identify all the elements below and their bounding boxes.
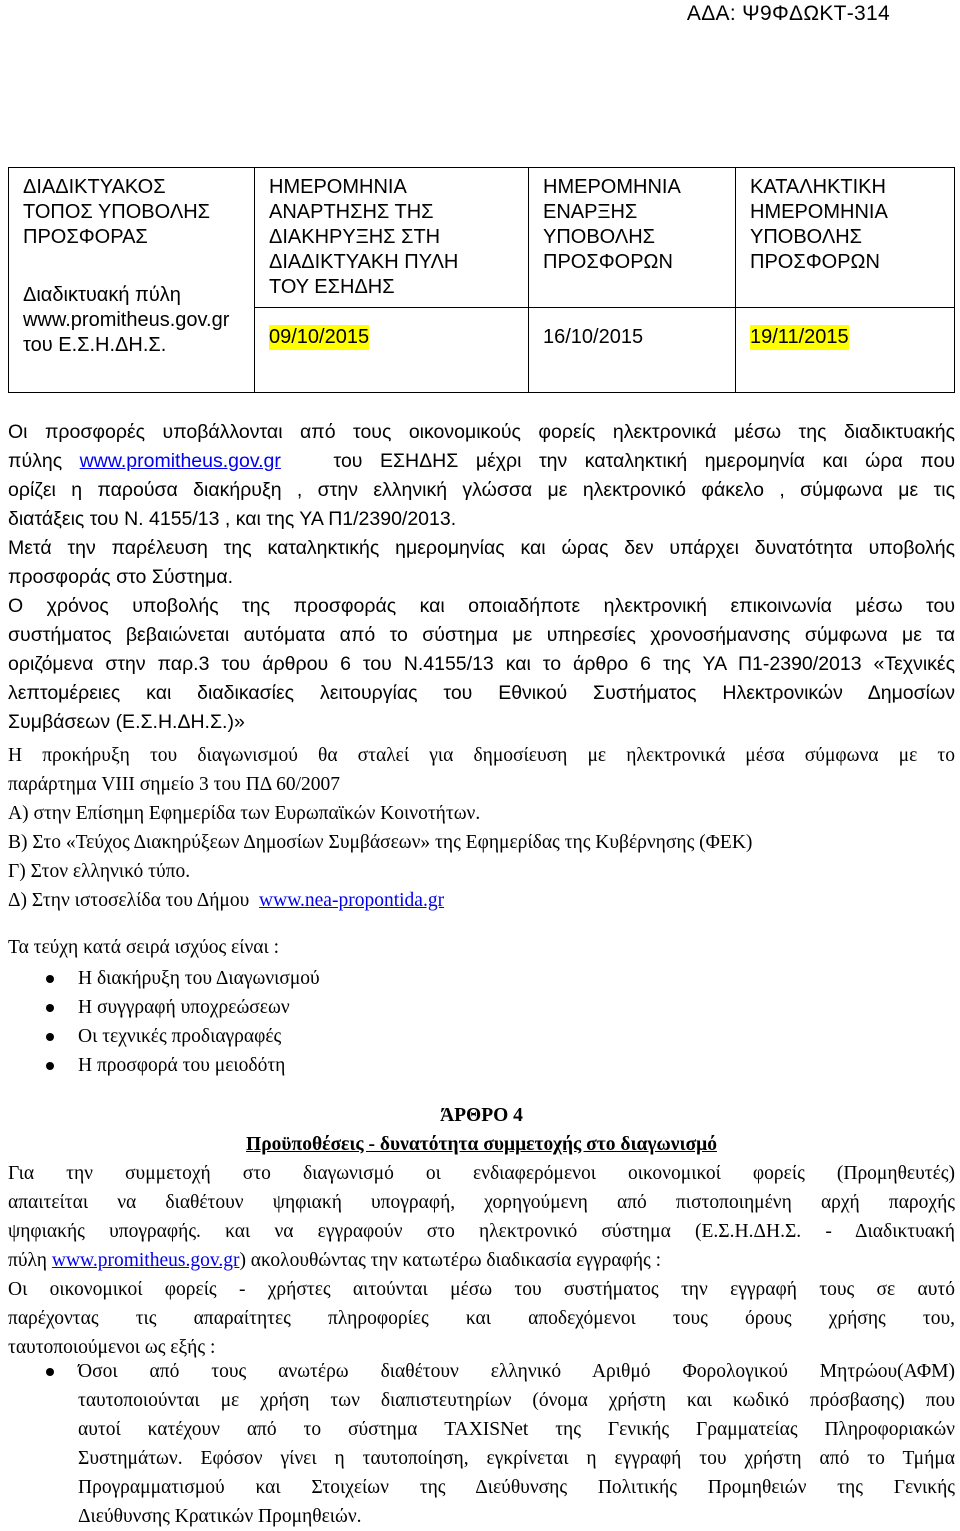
submission-site-title: ΔΙΑΔΙΚΤΥΑΚΟΣ ΤΟΠΟΣ ΥΠΟΒΟΛΗΣ ΠΡΟΣΦΟΡΑΣ <box>23 176 211 248</box>
priority-list <box>8 964 955 1080</box>
article-title: Προϋποθέσεις - δυνατότητα συμμετοχής στο διαγωνισμό <box>246 1134 717 1155</box>
start-date-header: ΗΜΕΡΟΜΗΝΙΑ ΕΝΑΡΞΗΣ ΥΠΟΒΟΛΗΣ ΠΡΟΣΦΟΡΩΝ <box>529 168 736 308</box>
article-number: ΆΡΘΡΟ 4 <box>440 1105 523 1126</box>
deadline-header: ΚΑΤΑΛΗΚΤΙΚΗ ΗΜΕΡΟΜΗΝΙΑ ΥΠΟΒΟΛΗΣ ΠΡΟΣΦΟΡΩΝ <box>736 168 955 308</box>
start-date-value: 16/10/2015 <box>543 326 644 348</box>
nea-propontida-link[interactable]: www.nea-propontida.gr <box>259 890 445 911</box>
article-heading <box>8 1101 955 1159</box>
posting-date-value: 09/10/2015 <box>269 326 370 348</box>
posting-date-cell <box>255 308 529 393</box>
start-date-cell <box>529 308 736 393</box>
list-item: Η προσφορά του μειοδότη <box>8 1051 955 1080</box>
publication-paragraph: Η προκήρυξη του διαγωνισμού θα σταλεί για δημοσίευση με ηλεκτρονικά μέσα σύμφωνα με το παράρτημα VIII σημείο 3 του ΠΔ 60/2007 Α) στην Επίσημη Εφημερίδα των Ευρωπαϊκών Κοινοτήτων. Β) Στο «Τεύχος Διακηρύξεων Δημοσίων Συμβάσεων» της Εφημερίδας της Κυβέρνησης (ΦΕΚ) Γ) Στον ελληνικό τύπο. Δ) Στην ιστοσελίδα του Δήμου www.nea-propontida.gr <box>8 745 955 911</box>
list-item: Όσοι από τους ανωτέρω διαθέτουν ελληνικό Αριθμό Φορολογικού Μητρώου(ΑΦΜ) ταυτοποιούνται με χρήση των διαπιστευτηρίων (όνομα χρήστη και κωδικό πρόσβασης) που αυτοί κατέχουν από το σύστημα TAXISNet της Γενικής Γραμματείας Πληροφοριακών Συστημάτων. Εφόσον γίνει η ταυτοποίηση, εγκρίνεται η εγγραφή του χρήστη από το Τμήμα Προγραμματισμού και Στοιχείων της Διεύθυνσης Πολιτικής Προμηθειών της Γενικής Διεύθυνσης Κρατικών Προμηθειών. <box>8 1357 955 1531</box>
list-item: Οι τεχνικές προδιαγραφές <box>8 1022 955 1051</box>
ada-code: ΑΔΑ: Ψ9ΦΔΩΚΤ-314 <box>686 2 890 25</box>
promitheus-link[interactable]: www.promitheus.gov.gr <box>79 450 281 472</box>
promitheus-link-2[interactable]: www.promitheus.gov.gr <box>51 1250 240 1271</box>
submission-paragraph: Οι προσφορές υποβάλλονται από τους οικονομικούς φορείς ηλεκτρονικά μέσω της διαδικτυακής πύλης www.promitheus.gov.gr του ΕΣΗΔΗΣ μέχρι την καταληκτική ημερομηνία και ώρα που ορίζει η παρούσα διακήρυξη , στην ελληνική γλώσσα με ηλεκτρονικό φάκελο , σύμφωνα με τις διατάξεις του Ν. 4155/13 , και της ΥΑ Π1/2390/2013. Μετά την παρέλευση της καταληκτικής ημερομηνίας και ώρας δεν υπάρχει δυνατότητα υποβολής προσφοράς στο Σύστημα. Ο χρόνος υποβολής της προσφοράς και οποιαδήποτε ηλεκτρονική επικοινωνία μέσω του συστήματος βεβαιώνεται αυτόματα από το σύστημα με υπηρεσίες χρονοσήμανσης σύμφωνα με τα οριζόμενα στην παρ.3 του άρθρου 6 του Ν.4155/13 και το άρθρο 6 της ΥΑ Π1-2390/2013 «Τεχνικές λεπτομέρειες και διαδικασίες λειτουργίας του Εθνικού Συστήματος Ηλεκτρονικών Δημοσίων Συμβάσεων (Ε.Σ.Η.ΔΗ.Σ.)» <box>8 421 955 733</box>
deadline-value: 19/11/2015 <box>750 326 849 348</box>
deadline-cell <box>736 308 955 393</box>
submission-dates-table <box>8 167 955 393</box>
list-item: Η διακήρυξη του Διαγωνισμού <box>8 964 955 993</box>
submission-site-cell <box>9 168 255 393</box>
documents-priority <box>8 933 955 1080</box>
afm-bullet <box>8 1357 955 1531</box>
priority-intro: Τα τεύχη κατά σειρά ισχύος είναι : <box>8 937 280 958</box>
posting-date-header: ΗΜΕΡΟΜΗΝΙΑ ΑΝΑΡΤΗΣΗΣ ΤΗΣ ΔΙΑΚΗΡΥΞΗΣ ΣΤΗ ΔΙΑΔΙΚΤΥΑΚΗ ΠΥΛΗ ΤΟΥ ΕΣΗΔΗΣ <box>255 168 529 308</box>
list-item: Η συγγραφή υποχρεώσεων <box>8 993 955 1022</box>
participation-paragraph: Για την συμμετοχή στο διαγωνισμό οι ενδιαφερόμενοι οικονομικοί φορείς (Προμηθευτές) απαιτείται να διαθέτουν ψηφιακή υπογραφή, χορηγούμενη από πιστοποιημένη αρχή παροχής ψηφιακής υπογραφής. και να εγγραφούν στο ηλεκτρονικό σύστημα (Ε.Σ.Η.ΔΗ.Σ. - Διαδικτυακή πύλη www.promitheus.gov.gr) ακολουθώντας την κατωτέρω διαδικασία εγγραφής : Οι οικονομικοί φορείς - χρήστες αιτούνται μέσω του συστήματος την εγγραφή τους σε αυτό παρέχοντας τις απαραίτητες πληροφορίες και αποδεχόμενοι τους όρους χρήσης του, ταυτοποιούμενοι ως εξής : <box>8 1163 955 1358</box>
submission-site-value: Διαδικτυακή πύλη www.promitheus.gov.gr του Ε.Σ.Η.ΔΗ.Σ. <box>23 284 230 356</box>
